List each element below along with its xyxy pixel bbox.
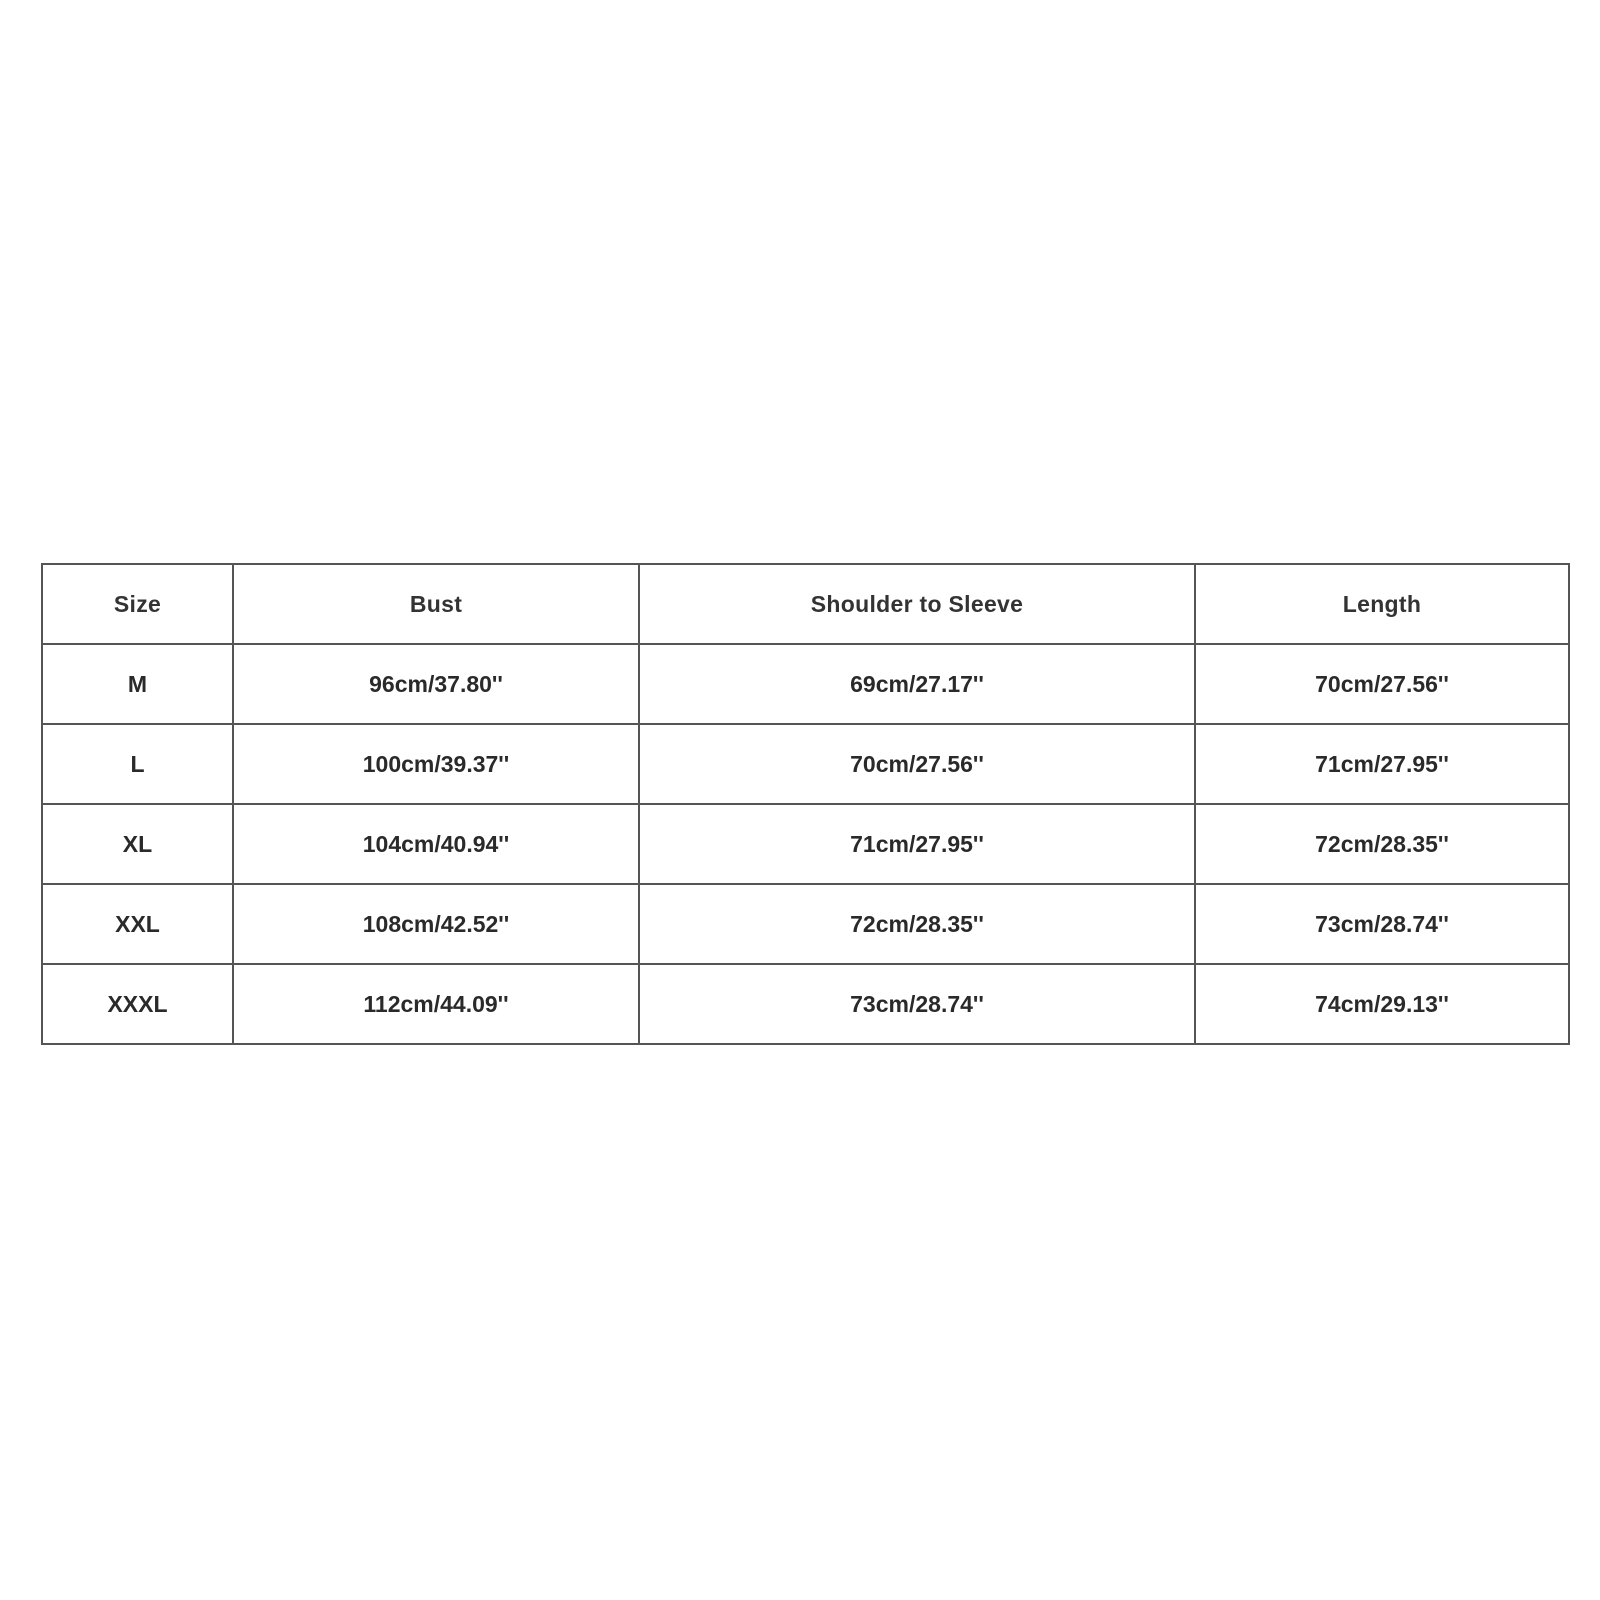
cell-shoulder-to-sleeve: 72cm/28.35'' (639, 884, 1195, 964)
cell-size: L (42, 724, 233, 804)
header-length: Length (1195, 564, 1569, 644)
cell-size: M (42, 644, 233, 724)
header-bust: Bust (233, 564, 639, 644)
cell-size: XXXL (42, 964, 233, 1044)
table-row (42, 884, 1569, 964)
cell-length: 74cm/29.13'' (1195, 964, 1569, 1044)
cell-bust: 112cm/44.09'' (233, 964, 639, 1044)
table-row (42, 804, 1569, 884)
cell-bust: 104cm/40.94'' (233, 804, 639, 884)
cell-shoulder-to-sleeve: 71cm/27.95'' (639, 804, 1195, 884)
cell-size: XL (42, 804, 233, 884)
table-row (42, 964, 1569, 1044)
cell-shoulder-to-sleeve: 69cm/27.17'' (639, 644, 1195, 724)
cell-length: 71cm/27.95'' (1195, 724, 1569, 804)
cell-bust: 108cm/42.52'' (233, 884, 639, 964)
cell-length: 70cm/27.56'' (1195, 644, 1569, 724)
table-row (42, 724, 1569, 804)
cell-length: 72cm/28.35'' (1195, 804, 1569, 884)
header-shoulder-to-sleeve: Shoulder to Sleeve (639, 564, 1195, 644)
header-size: Size (42, 564, 233, 644)
cell-bust: 100cm/39.37'' (233, 724, 639, 804)
cell-shoulder-to-sleeve: 70cm/27.56'' (639, 724, 1195, 804)
cell-shoulder-to-sleeve: 73cm/28.74'' (639, 964, 1195, 1044)
cell-size: XXL (42, 884, 233, 964)
table-header-row (42, 564, 1569, 644)
cell-bust: 96cm/37.80'' (233, 644, 639, 724)
cell-length: 73cm/28.74'' (1195, 884, 1569, 964)
size-chart-table (41, 563, 1570, 1045)
table-row (42, 644, 1569, 724)
